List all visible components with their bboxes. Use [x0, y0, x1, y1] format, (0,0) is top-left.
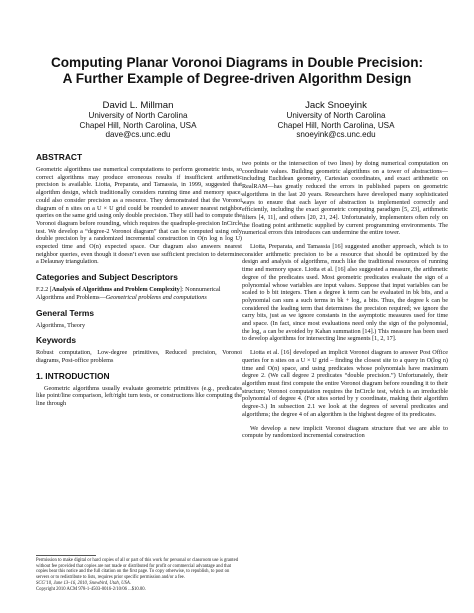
abstract-heading: ABSTRACT [36, 152, 83, 162]
footnote-copyright: Copyright 2010 ACM 978-1-4503-0016-2/10/06 ...$10.00. [36, 586, 146, 592]
author-location: Chapel Hill, North Carolina, USA [79, 120, 197, 130]
author-name: David L. Millman [102, 100, 174, 111]
footnote-venue: SCG’10, June 13–16, 2010, Snowbird, Utah, USA. [36, 580, 131, 586]
author-affiliation: University of North Carolina [286, 111, 386, 120]
intro-paragraph-4: We develop a new implicit Voronoi diagram structure that we are able to compute by randomized incremental construction [242, 424, 448, 440]
categories-text [36, 286, 242, 301]
author-block-1 [38, 100, 238, 140]
right-column [242, 160, 448, 446]
left-column [36, 152, 242, 414]
categories-italic: Geometrical problems and computations [105, 293, 207, 301]
author-name: Jack Snoeyink [305, 100, 367, 111]
author-email: dave@cs.unc.edu [105, 130, 171, 140]
introduction-heading: 1. INTRODUCTION [36, 370, 110, 381]
permission-footnote [36, 558, 242, 592]
intro-paragraph-3: Liotta et al. [16] developed an implicit Voronoi diagram to answer Post Office queries for n sites on a U × U grid – finding the closest site to a query in O(log n) time and O(n) space, and using predicates whose polynomials have maximum degree 2. (We call degree 2 predicates “double precision.”) Unfortunately, their algorithm must first compute the entire Voronoi diagram before rounding it to their structure; Voronoi computation requires the InCircle test, which is an irreducible polynomial of degree 4. (For sites sorted by y coordinate, making their algorithm degree-3.) In subsection 2.1 we look at the degrees of several predicates and algorithms; the degree 4 of an algorithm is the highest degree of its predicates. [242, 349, 448, 418]
paper-title-line-2: A Further Example of Degree-driven Algorithm Design [62, 71, 412, 86]
author-email: snoeyink@cs.unc.edu [296, 130, 376, 140]
categories-code: F.2.2 [ [36, 286, 52, 294]
categories-heading: Categories and Subject Descriptors [36, 272, 178, 283]
intro-paragraph-1: two points or the intersection of two lines) by doing numerical computation on coordinate values. Building geometric algorithms on a tower of abstractions—including Euclidean geometry, Cartesian coordinates, and exact arithmetic on RealRAM—has greatly reduced the errors in published papers on geometric algorithms in the last 20 years. Researchers have developed many sophisticated ways to ensure that each layer of abstraction is implemented correctly and efficiently, including the exact geometric computing paradigm [5, 23], arithmetic filters [4, 11], and others [20, 21, 24]. Unfortunately, implementers often rely on the floating point arithmetic supplied by current programming environments. The numerical errors this introduces can undermine the entire tower. [242, 160, 448, 237]
categories-plain: ]: Nonnumerical Algorithms and Problems— [36, 286, 221, 301]
author-location: Chapel Hill, North Carolina, USA [277, 120, 395, 130]
footnote-permission: Permission to make digital or hard copies of all or part of this work for personal or classroom use is granted without fee provided that copies are not made or distributed for profit or commercial advantage and that copies bear this notice and the full citation on the first page. To copy otherwise, to republish, to post on servers or to redistribute to lists, requires prior specific permission and/or a fee. [36, 558, 239, 581]
general-terms-heading: General Terms [36, 307, 95, 318]
keywords-heading: Keywords [36, 335, 77, 346]
intro-paragraph-2: Liotta, Preparata, and Tamassia [16] suggested another approach, which is to consider arithmetic precision to be a resource that should be optimized by the design and analysis of algorithms, much like the traditional resources of running time and memory space. Liotta et al. [16] also suggested a measure, the arithmetic degree of the predicates used. Most geometric predicates evaluate the sign of a polynomial whose variables are input values. Suppose that input variables can be scaled to b bit integers. Then a degree k term can be evaluated in bk bits, and a polynomial can sum a such terms in bk + log₂ a bits. Thus, the degree k can be considered the leading term that determines the precision required; we ignore the carry bits, just as we ignore constants in the asymptotic measures used for time and space. (In fact, since most evaluations need only the sign of the polynomial, the log₂ a can be avoided by Kahan summation [14].) This measure has been used to develop algorithms for intersecting line segments [1, 2, 17]. [242, 243, 448, 343]
abstract-text: Geometric algorithms use numerical computations to perform geometric tests, so correct algorithms may produce erroneous results if insufficient arithmetic precision is available. Liotta, Preparata, and Tamassia, in 1999, suggested that algorithm design, which traditionally considers running time and memory space, could also consider precision as a resource. They demonstrated that the Voronoi diagram of n sites on a U × U grid could be rounded to answer nearest neighbor queries on the same grid using only double precision. They still had to compute the Voronoi diagram before rounding, which requires the quadruple-precision InCircle test. We develop a “degree-2 Voronoi diagram” that can be computed using only double precision by a randomized incremental construction in O(n log n log U) expected time and O(n) expected space. Our diagram also answers nearest neighbor queries, even though it doesn’t even use sufficient precision to determine a Delaunay triangulation. [36, 166, 242, 266]
footnote-rule [36, 555, 96, 556]
author-affiliation: University of North Carolina [88, 111, 188, 120]
keywords-text: Robust computation, Low-degree primitives, Reduced precision, Voronoi diagrams, Post-office problems [36, 349, 242, 364]
general-terms-text: Algorithms, Theory [36, 321, 86, 329]
categories-bold: Analysis of Algorithms and Problem Complexity [51, 286, 180, 294]
author-block-2 [236, 100, 436, 140]
introduction-text: Geometric algorithms usually evaluate geometric primitives (e.g., predicates like point/line comparison, left/right turn tests, or constructions like computing the line through [36, 384, 242, 408]
paper-title-line-1: Computing Planar Voronoi Diagrams in Double Precision: [50, 55, 424, 70]
